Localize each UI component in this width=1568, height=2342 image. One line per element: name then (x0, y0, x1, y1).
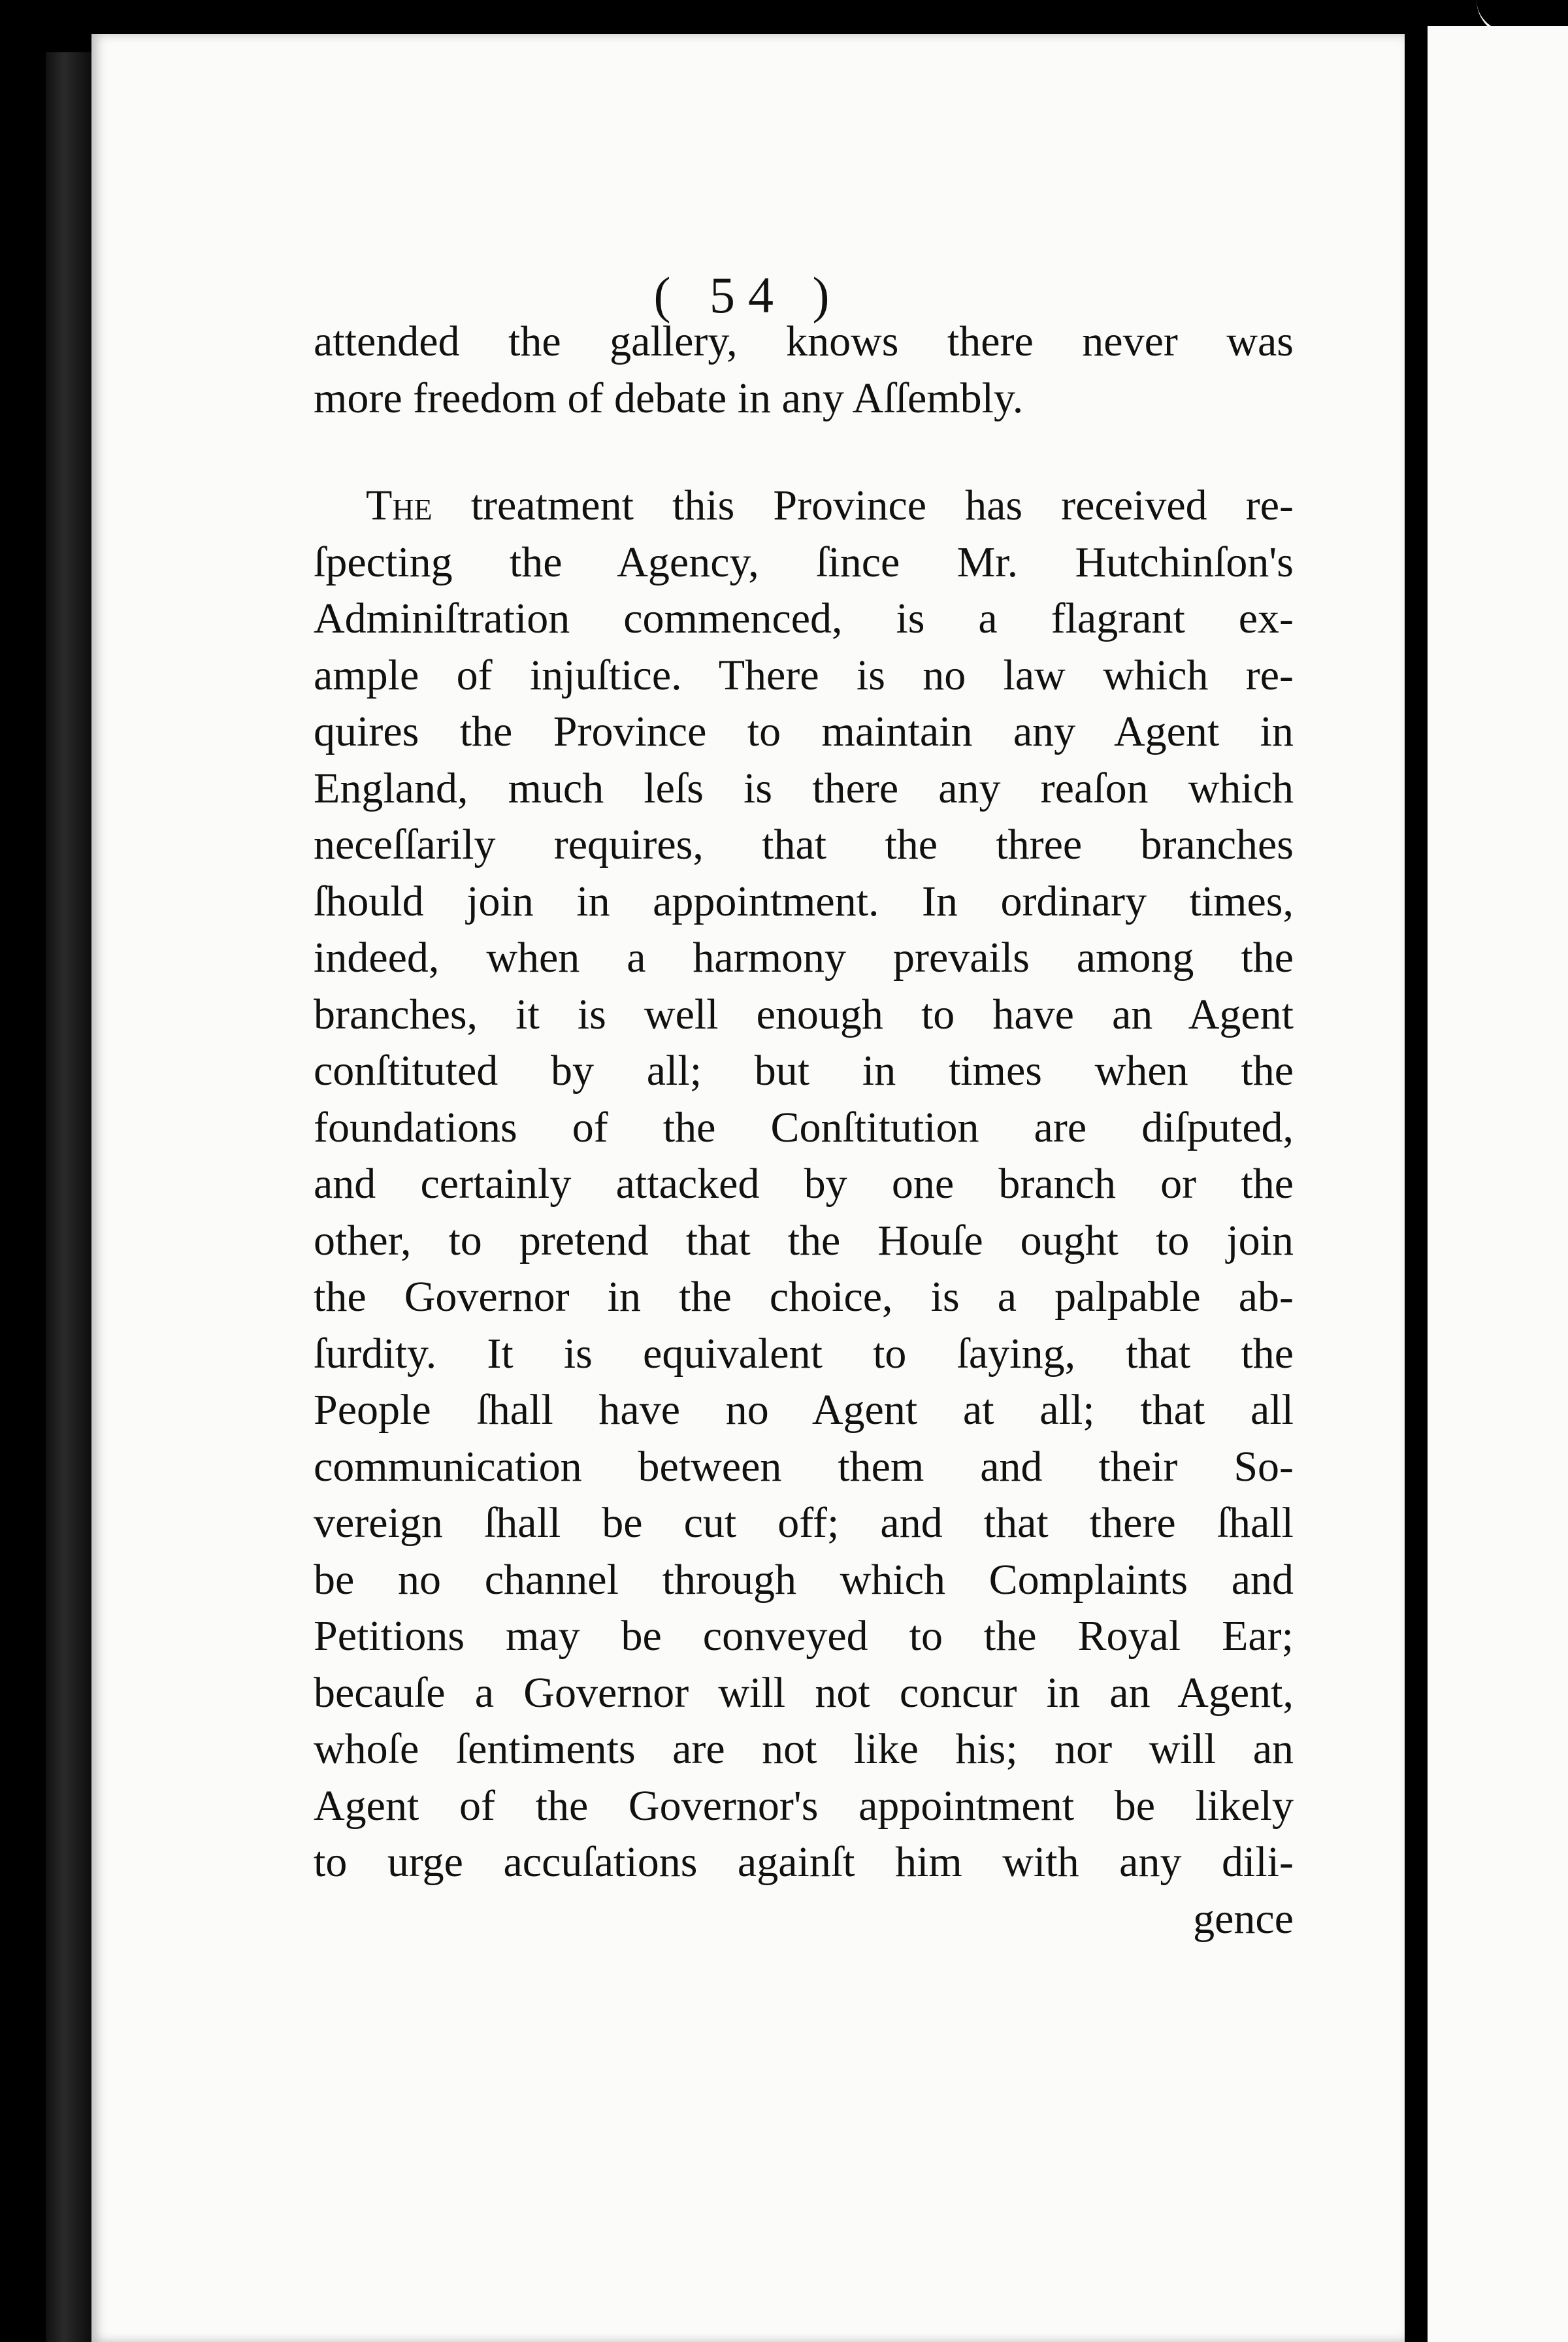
text-line: England, much leſs is there any reaſon which (314, 764, 1294, 812)
text-line: and certainly attacked by one branch or the (314, 1160, 1294, 1208)
text-line: ſurdity. It is equivalent to ſaying, that the (314, 1329, 1294, 1377)
text-line: other, to pretend that the Houſe ought to join (314, 1216, 1294, 1264)
text-line: ſhould join in appointment. In ordinary times, (314, 877, 1294, 925)
text-line: to urge accuſations againſt him with any dili- (314, 1838, 1294, 1886)
text-line: whoſe ſentiments are not like his; nor will an (314, 1725, 1294, 1773)
text-line: the Governor in the choice, is a palpable ab- (314, 1273, 1294, 1321)
text-line: Adminiſtration commenced, is a flagrant ex- (314, 595, 1294, 642)
text-line: neceſſarily requires, that the three branches (314, 821, 1294, 868)
opening-word: The (366, 482, 433, 529)
text-line: attended the gallery, knows there never was (314, 318, 1294, 365)
text-line: more freedom of debate in any Aſſembly. (314, 374, 1024, 422)
text-line: indeed, when a harmony prevails among the (314, 934, 1294, 981)
facing-page-edge (1428, 26, 1568, 2342)
opening-line-rest: treatment this Province has received re- (432, 482, 1294, 529)
text-line: branches, it is well enough to have an Agent (314, 990, 1294, 1038)
text-line: quires the Province to maintain any Agent in (314, 708, 1294, 755)
text-line: foundations of the Conſtitution are diſputed, (314, 1103, 1294, 1151)
text-line: conſtituted by all; but in times when the (314, 1047, 1294, 1095)
text-line: communication between them and their So- (314, 1442, 1294, 1491)
text-line: be no channel through which Complaints and (314, 1555, 1294, 1604)
text-line: People ſhall have no Agent at all; that all (314, 1386, 1294, 1434)
paragraph-gap (314, 427, 1294, 478)
text-line: ſpecting the Agency, ſince Mr. Hutchinſon's (314, 538, 1294, 586)
text-line: vereign ſhall be cut off; and that there ſhall (314, 1499, 1294, 1547)
text-line: Agent of the Governor's appointment be likely (314, 1781, 1294, 1830)
text-line: Petitions may be conveyed to the Royal Ear; (314, 1612, 1294, 1660)
text-line: ample of injuſtice. There is no law which re- (314, 651, 1294, 699)
page-text (314, 314, 1294, 1947)
book-spine (46, 52, 91, 2342)
paragraph-opening-line (314, 478, 1294, 535)
catchword: gence (1193, 1894, 1294, 1943)
text-line: becauſe a Governor will not concur in an Agent, (314, 1668, 1294, 1717)
page-number: ( 54 ) (653, 267, 843, 323)
